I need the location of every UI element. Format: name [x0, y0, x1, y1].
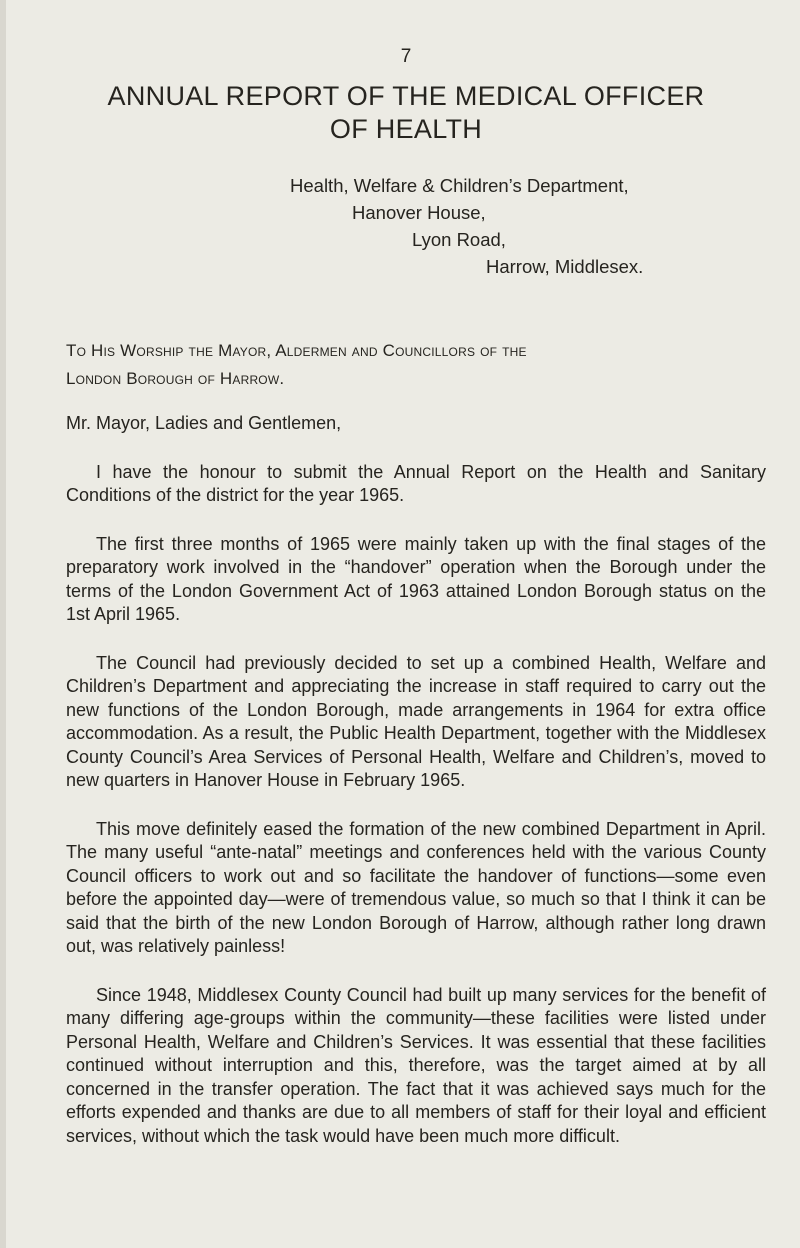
sender-address — [254, 172, 754, 280]
addressee-block — [66, 337, 766, 393]
page-number: 7 — [400, 46, 412, 67]
address-line-3: Lyon Road, — [412, 229, 506, 250]
letter-greeting: Mr. Mayor, Ladies and Gentlemen, — [66, 413, 342, 433]
addressee-line-1: To His Worship the Mayor, Aldermen and Councillors of the — [66, 341, 527, 360]
letter-body — [66, 412, 766, 1173]
letter-paragraph-4: This move definitely eased the formation of the new combined Department in April. The many useful “ante-natal” meetings and conferences held with the various County Council officers to work out and so facilitate the handover of functions—some even before the appointed day—were of tremendous value, so much so that I think it can be said that the birth of the new London Borough of Harrow, although rather long drawn out, was relatively painless! — [66, 818, 766, 956]
addressee-line-2: London Borough of Harrow. — [66, 369, 285, 388]
letter-paragraph-2: The first three months of 1965 were mainly taken up with the final stages of the preparatory work involved in the “handover” operation when the Borough under the terms of the London Government Act of 1963 attained London Borough status on the 1st April 1965. — [66, 533, 766, 624]
letter-paragraph-1: I have the honour to submit the Annual Report on the Health and Sanitary Conditions of the district for the year 1965. — [66, 461, 766, 505]
report-title-line-1: ANNUAL REPORT OF THE MEDICAL OFFICER — [107, 81, 705, 111]
address-line-4: Harrow, Middlesex. — [486, 256, 644, 277]
report-title — [46, 80, 766, 146]
address-line-2: Hanover House, — [352, 202, 486, 223]
report-title-line-2: OF HEALTH — [329, 114, 483, 144]
letter-paragraph-3: The Council had previously decided to set up a combined Health, Welfare and Children’s Department and appreciating the increase in staff required to carry out the new functions of the London Borough, made arrangements in 1964 for extra office accommodation. As a result, the Public Health Department, together with the Middlesex County Council’s Area Services of Personal Health, Welfare and Children’s, moved to new quarters in Hanover House in February 1965. — [66, 652, 766, 790]
letter-paragraph-5: Since 1948, Middlesex County Council had built up many services for the benefit of many differing age-groups within the community—these facilities were listed under Personal Health, Welfare and Children’s Services. It was essential that these facilities continued without interruption and this, therefore, was the target aimed at by all concerned in the transfer operation. The fact that it was achieved says much for the efforts expended and thanks are due to all members of staff for their loyal and efficient services, without which the task would have been much more difficult. — [66, 984, 766, 1146]
address-line-1: Health, Welfare & Children’s Department, — [290, 175, 629, 196]
